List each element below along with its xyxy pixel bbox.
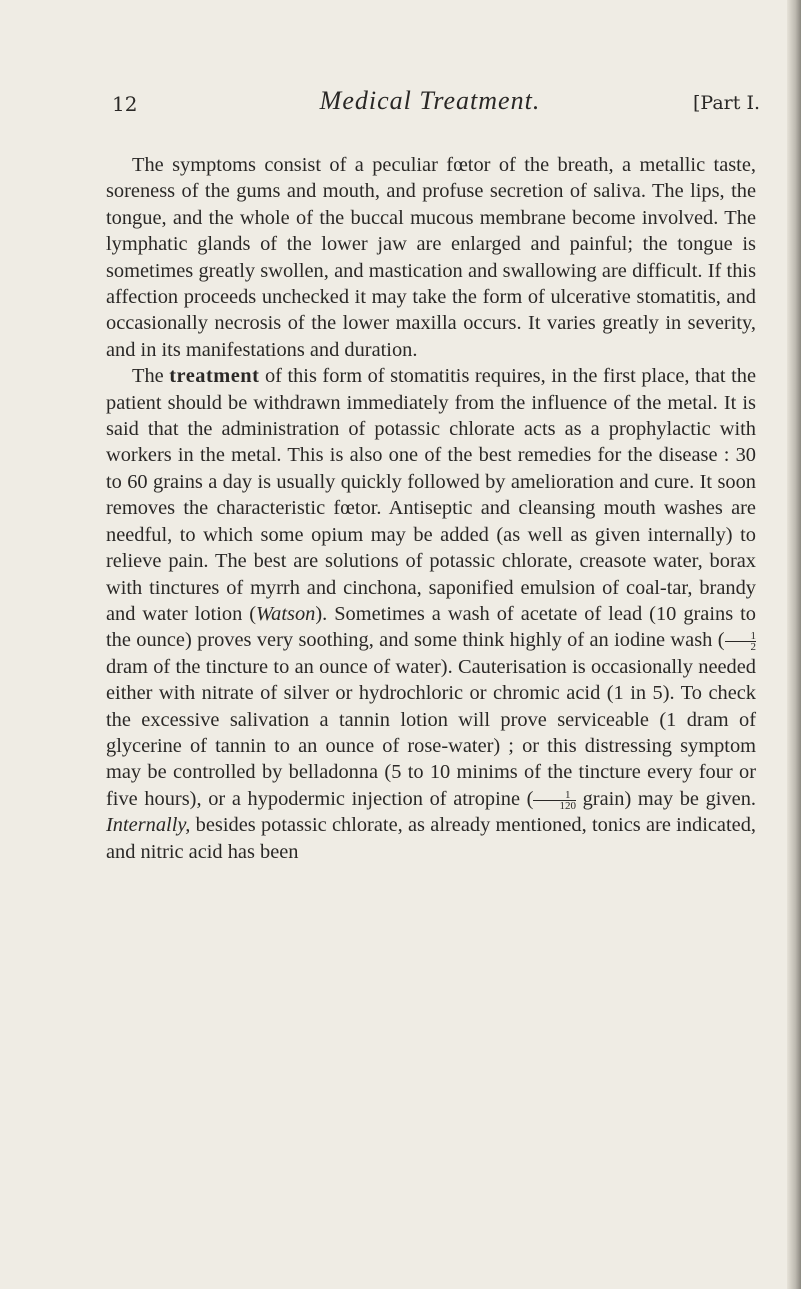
fraction-atropine-numerator: 1 bbox=[533, 790, 576, 801]
treatment-text-d: grain) may be given. bbox=[575, 787, 756, 810]
running-title: Medical Treatment. bbox=[319, 86, 541, 115]
fraction-half bbox=[725, 631, 757, 652]
page-edge-shadow bbox=[787, 0, 801, 1289]
watson-citation: Watson bbox=[256, 602, 316, 625]
fraction-atropine-denominator: 120 bbox=[559, 799, 576, 812]
treatment-lead: The bbox=[132, 365, 170, 388]
paragraph-symptoms: The symptoms consist of a peculiar fœtor of the breath, a metallic taste, soreness of the gums and mouth, and profuse secretion of saliva. The lips, the tongue, and the whole of the buccal mucous membrane become involved. The lymphatic glands of the lower jaw are enlarged and painful; the tongue is sometimes greatly swollen, and mastication and swallowing are difficult. If this affection proceeds unchecked it may take the form of ulcerative stomatitis, and occasionally necrosis of the lower maxilla occurs. It varies greatly in severity, and in its manifestations and duration. bbox=[106, 154, 756, 361]
treatment-text-c: dram of the tincture to an ounce of water). Cauterisation is occasionally needed either with nitrate of silver or hydrochloric or chromic acid (1 in 5). To check the excessive salivation a tannin lotion will prove serviceable (1 dram of glycerine of tannin to an ounce of rose-water) ; or this distressing symptom may be controlled by belladonna (5 to 10 minims of the tincture every four or five hours), or a hypodermic injection of atropine ( bbox=[106, 655, 756, 810]
treatment-heading: treatment bbox=[169, 365, 260, 388]
page-header bbox=[100, 86, 760, 126]
internally-emphasis: Internally, bbox=[106, 814, 191, 837]
body-text bbox=[106, 152, 756, 865]
page-number: 12 bbox=[112, 92, 138, 116]
fraction-half-numerator: 1 bbox=[725, 631, 757, 642]
treatment-text-b: ). Sometimes a wash of acetate of lead (10 grains to the ounce) proves very soothing, and some think highly of an iodine wash ( bbox=[106, 602, 756, 652]
fraction-half-denominator: 2 bbox=[750, 641, 756, 654]
treatment-text-e: besides potassic chlorate, as already mentioned, tonics are indicated, and nitric acid has been bbox=[106, 814, 756, 863]
part-label: [Part I. bbox=[693, 92, 760, 114]
paragraph-treatment bbox=[106, 363, 756, 865]
fraction-atropine bbox=[533, 790, 576, 811]
treatment-text-a: of this form of stomatitis requires, in the first place, that the patient should be withdrawn immediately from the influence of the metal. It is said that the administration of potassic chlorate acts as a prophylactic with workers in the metal. This is also one of the best remedies for the disease : 30 to 60 grains a day is usually quickly followed by amelioration and cure. It soon removes the characteristic fœtor. Antiseptic and cleansing mouth washes are needful, to which some opium may be added (as well as given internally) to relieve pain. The best are solutions of potassic chlorate, creasote water, borax with tinctures of myrrh and cinchona, saponified emulsion of coal-tar, brandy and water lotion ( bbox=[106, 365, 756, 625]
